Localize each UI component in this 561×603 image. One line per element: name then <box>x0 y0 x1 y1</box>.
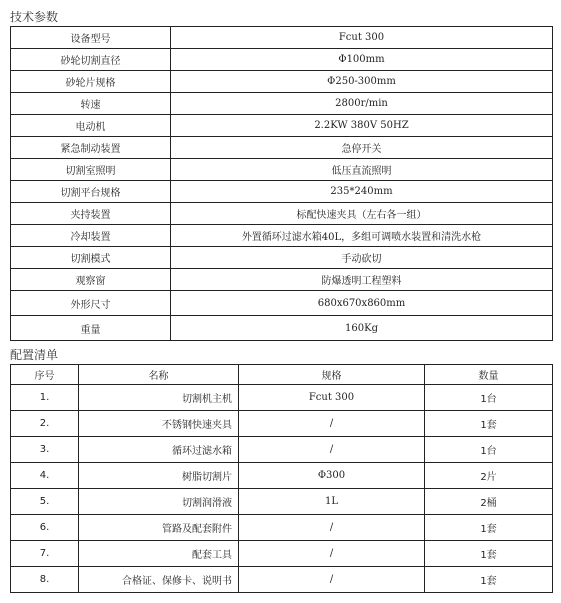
config-section-title: 配置清单 <box>10 348 59 362</box>
row-qty: 1套 <box>425 567 553 593</box>
spec-label: 紧急制动装置 <box>11 137 171 159</box>
row-name: 合格证、保修卡、说明书 <box>79 567 239 593</box>
spec-section-title: 技术参数 <box>10 10 59 24</box>
spec-value: 外置循环过滤水箱40L，多组可调喷水装置和清洗水枪 <box>171 225 553 247</box>
table-row <box>11 181 553 203</box>
spec-label: 砂轮片规格 <box>11 71 171 93</box>
spec-label: 切割平台规格 <box>11 181 171 203</box>
row-qty: 1套 <box>425 515 553 541</box>
column-header-spec: 规格 <box>239 365 425 385</box>
spec-value: 手动砍切 <box>171 247 553 269</box>
table-row <box>11 437 553 463</box>
row-name: 树脂切割片 <box>79 463 239 489</box>
spec-value: 680x670x860mm <box>171 291 553 316</box>
row-qty: 2桶 <box>425 489 553 515</box>
row-qty: 1套 <box>425 411 553 437</box>
table-row <box>11 567 553 593</box>
row-spec: Fcut 300 <box>239 385 425 411</box>
row-index: 3. <box>11 437 79 463</box>
table-row <box>11 93 553 115</box>
row-qty: 1台 <box>425 385 553 411</box>
spec-label: 转速 <box>11 93 171 115</box>
spec-label: 切割模式 <box>11 247 171 269</box>
table-row <box>11 225 553 247</box>
table-row <box>11 71 553 93</box>
spec-label: 冷却装置 <box>11 225 171 247</box>
row-name: 切割机主机 <box>79 385 239 411</box>
table-row <box>11 515 553 541</box>
column-header-name: 名称 <box>79 365 239 385</box>
table-row <box>11 541 553 567</box>
table-row <box>11 137 553 159</box>
row-name: 循环过滤水箱 <box>79 437 239 463</box>
column-header-qty: 数量 <box>425 365 553 385</box>
row-spec: Φ300 <box>239 463 425 489</box>
table-row <box>11 316 553 341</box>
row-name: 配套工具 <box>79 541 239 567</box>
spec-table <box>10 26 553 341</box>
spec-label: 观察窗 <box>11 269 171 291</box>
spec-value: Φ100mm <box>171 49 553 71</box>
table-row <box>11 489 553 515</box>
row-spec: / <box>239 411 425 437</box>
spec-label: 设备型号 <box>11 27 171 49</box>
table-row <box>11 159 553 181</box>
row-index: 8. <box>11 567 79 593</box>
spec-value: 低压直流照明 <box>171 159 553 181</box>
row-qty: 2片 <box>425 463 553 489</box>
table-row <box>11 411 553 437</box>
table-row <box>11 203 553 225</box>
spec-value: 235*240mm <box>171 181 553 203</box>
table-row <box>11 49 553 71</box>
spec-label: 切割室照明 <box>11 159 171 181</box>
spec-value: 2800r/min <box>171 93 553 115</box>
row-name: 不锈钢快速夹具 <box>79 411 239 437</box>
table-header-row <box>11 365 553 385</box>
spec-value: 急停开关 <box>171 137 553 159</box>
spec-label: 重量 <box>11 316 171 341</box>
spec-value: Fcut 300 <box>171 27 553 49</box>
spec-value: 标配快速夹具（左右各一组） <box>171 203 553 225</box>
row-qty: 1台 <box>425 437 553 463</box>
table-row <box>11 463 553 489</box>
row-index: 1. <box>11 385 79 411</box>
row-spec: / <box>239 567 425 593</box>
column-header-index: 序号 <box>11 365 79 385</box>
spec-label: 夹持装置 <box>11 203 171 225</box>
spec-label: 电动机 <box>11 115 171 137</box>
row-index: 6. <box>11 515 79 541</box>
table-row <box>11 385 553 411</box>
row-name: 管路及配套附件 <box>79 515 239 541</box>
table-row <box>11 269 553 291</box>
config-table <box>10 364 553 593</box>
spec-label: 砂轮切割直径 <box>11 49 171 71</box>
row-qty: 1套 <box>425 541 553 567</box>
row-spec: / <box>239 541 425 567</box>
row-spec: 1L <box>239 489 425 515</box>
row-spec: / <box>239 437 425 463</box>
spec-value: 160Kg <box>171 316 553 341</box>
table-row <box>11 115 553 137</box>
row-spec: / <box>239 515 425 541</box>
spec-value: 防爆透明工程塑料 <box>171 269 553 291</box>
row-index: 7. <box>11 541 79 567</box>
spec-value: 2.2KW 380V 50HZ <box>171 115 553 137</box>
row-index: 4. <box>11 463 79 489</box>
table-row <box>11 247 553 269</box>
row-index: 2. <box>11 411 79 437</box>
row-index: 5. <box>11 489 79 515</box>
table-row <box>11 291 553 316</box>
spec-value: Φ250-300mm <box>171 71 553 93</box>
spec-label: 外形尺寸 <box>11 291 171 316</box>
row-name: 切割润滑液 <box>79 489 239 515</box>
table-row <box>11 27 553 49</box>
